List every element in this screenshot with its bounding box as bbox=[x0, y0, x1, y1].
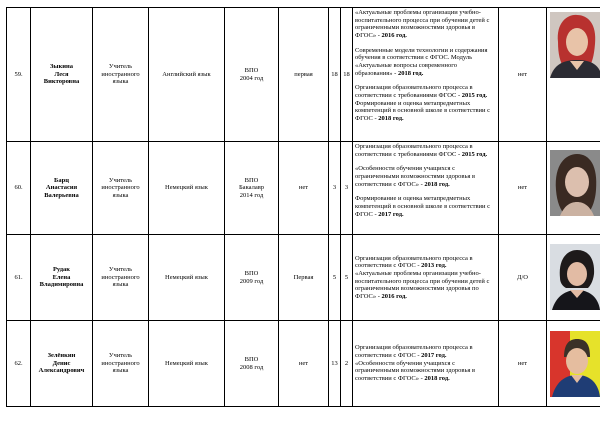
course-entry: Организация образовательного процесса в соответствии с требованиями ФГОС - 2015 год. bbox=[355, 143, 488, 158]
row-number: 59. bbox=[7, 8, 31, 142]
course-entry: Организация образовательного процесса в соответствии с ФГОС - 2013 год. bbox=[355, 254, 473, 270]
staff-table bbox=[6, 7, 600, 407]
subject: Английский язык bbox=[149, 8, 225, 142]
course-entry: Организация образовательного процесса в соответствии с требованиями ФГОС - 2015 год. bbox=[355, 84, 488, 99]
photo-cell bbox=[547, 321, 600, 407]
category: Первая bbox=[279, 235, 329, 321]
course-entry: Формирование и оценка метапредметных компетенций в основной школе в соответствии с ФГОС - 2018 год. bbox=[355, 99, 490, 122]
total-experience: 5 bbox=[329, 235, 341, 321]
row-number: 62. bbox=[7, 321, 31, 407]
course-entry: Формирование и оценка метапредметных компетенций в основной школе в соответствии с ФГОС - 2017 год. bbox=[355, 195, 490, 218]
education: ВПО Бакалавр 2014 год bbox=[225, 142, 279, 235]
education: ВПО 2004 год bbox=[225, 8, 279, 142]
photo-cell bbox=[547, 8, 600, 142]
training-courses bbox=[353, 142, 499, 235]
awards: нет bbox=[499, 8, 547, 142]
subject: Немецкий язык bbox=[149, 142, 225, 235]
table-row bbox=[7, 142, 600, 235]
teacher-photo bbox=[550, 244, 600, 310]
course-entry: Организация образовательного процесса в соответствии с ФГОС - 2017 год. bbox=[355, 344, 473, 360]
row-number: 61. bbox=[7, 235, 31, 321]
category: первая bbox=[279, 8, 329, 142]
course-entry: «Особенности обучения учащихся с ограниченными возможностями здоровья в соответствии с ФГОС» - 2018 год. bbox=[355, 359, 476, 382]
course-entry: «Актуальные проблемы организации учебно-воспитательного процесса при обучении детей с ограниченными возможностями здоровья в ФГОС» - 2016 год. bbox=[355, 9, 490, 39]
subject: Немецкий язык bbox=[149, 235, 225, 321]
category: нет bbox=[279, 142, 329, 235]
awards: нет bbox=[499, 321, 547, 407]
course-entry: «Актуальные проблемы организации учебно-воспитательного процесса при обучении детей с ограниченными возможностями здоровья по ФГОС» - 2016 год. bbox=[355, 269, 490, 300]
teacher-name: Зелёнкин Денис Александрович bbox=[31, 321, 93, 407]
training-courses bbox=[353, 235, 499, 321]
education: ВПО 2008 год bbox=[225, 321, 279, 407]
education: ВПО 2009 год bbox=[225, 235, 279, 321]
teacher-photo bbox=[550, 150, 600, 216]
total-experience: 18 bbox=[329, 8, 341, 142]
teacher-photo bbox=[550, 12, 600, 78]
category: нет bbox=[279, 321, 329, 407]
awards: нет bbox=[499, 142, 547, 235]
pedagogical-experience: 3 bbox=[341, 142, 353, 235]
pedagogical-experience: 2 bbox=[341, 321, 353, 407]
position: Учитель иностранного языка bbox=[93, 235, 149, 321]
position: Учитель иностранного языка bbox=[93, 8, 149, 142]
training-courses bbox=[353, 321, 499, 407]
total-experience: 3 bbox=[329, 142, 341, 235]
table-row bbox=[7, 321, 600, 407]
teacher-name: Зыкина Леся Викторовна bbox=[31, 8, 93, 142]
table-row bbox=[7, 8, 600, 142]
training-courses bbox=[353, 8, 499, 142]
total-experience: 13 bbox=[329, 321, 341, 407]
position: Учитель иностранного языка bbox=[93, 321, 149, 407]
position: Учитель иностранного языка bbox=[93, 142, 149, 235]
row-number: 60. bbox=[7, 142, 31, 235]
course-entry: «Особенности обучения учащихся с ограниченными возможностями здоровья в соответствии с ФГОС» - 2018 год. bbox=[355, 165, 476, 188]
pedagogical-experience: 5 bbox=[341, 235, 353, 321]
photo-cell bbox=[547, 235, 600, 321]
teacher-photo bbox=[550, 331, 600, 397]
photo-cell bbox=[547, 142, 600, 235]
subject: Немецкий язык bbox=[149, 321, 225, 407]
pedagogical-experience: 18 bbox=[341, 8, 353, 142]
table-row bbox=[7, 235, 600, 321]
course-entry: Современные модели технологии и содержания обучения в соответствии с ФГОС. Модуль «Актуальные вопросы современного образования» - 2018 год. bbox=[355, 46, 488, 77]
awards: Д/О bbox=[499, 235, 547, 321]
teacher-name: Рудак Елена Владимировна bbox=[31, 235, 93, 321]
teacher-name: Барц Анастасия Валерьевна bbox=[31, 142, 93, 235]
